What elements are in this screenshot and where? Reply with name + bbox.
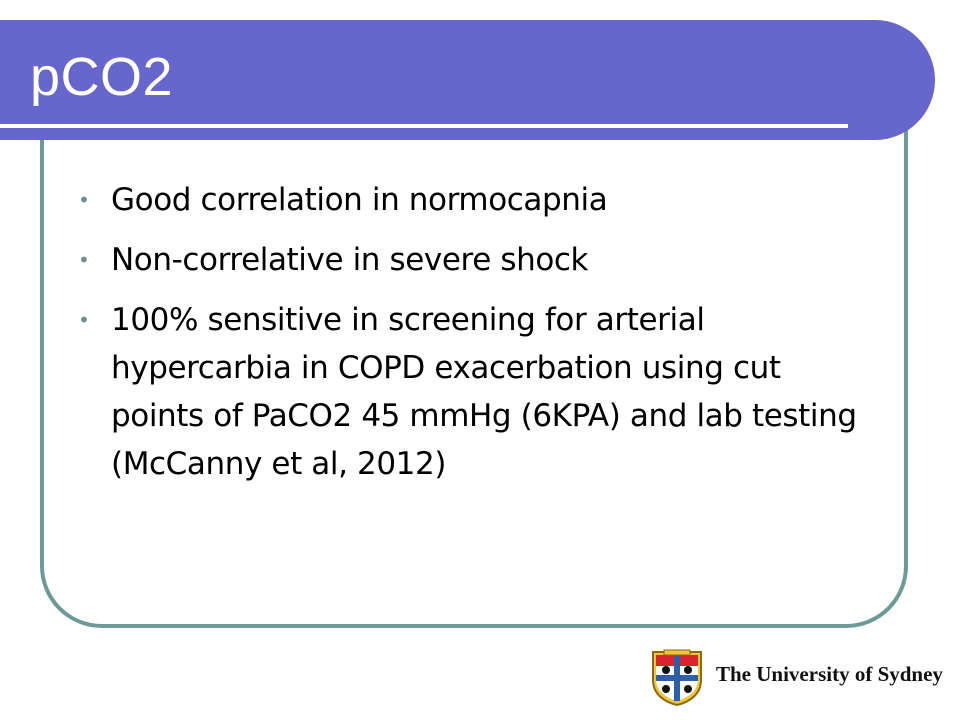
university-logo — [648, 646, 943, 708]
slide-title: pCO2 — [30, 47, 174, 107]
university-name: The University of Sydney — [716, 662, 943, 686]
bullet-dot-icon: • — [78, 248, 90, 272]
bullet-dot-icon: • — [78, 308, 90, 332]
bullet-text: 100% sensitive in screening for arterial hypercarbia in COPD exacerbation using cut points of PaCO2 45 mmHg (6KPA) and lab testing (McCanny et al, 2012) — [111, 302, 857, 482]
bullet-item — [78, 296, 878, 488]
bullet-text: Good correlation in normocapnia — [111, 182, 608, 218]
bullet-text: Non-correlative in severe shock — [111, 242, 589, 278]
bullet-item — [78, 176, 878, 224]
bullet-list — [78, 176, 878, 500]
title-underline — [0, 124, 848, 128]
bullet-item — [78, 236, 878, 284]
university-crest-icon — [648, 646, 706, 706]
bullet-dot-icon: • — [78, 188, 90, 212]
